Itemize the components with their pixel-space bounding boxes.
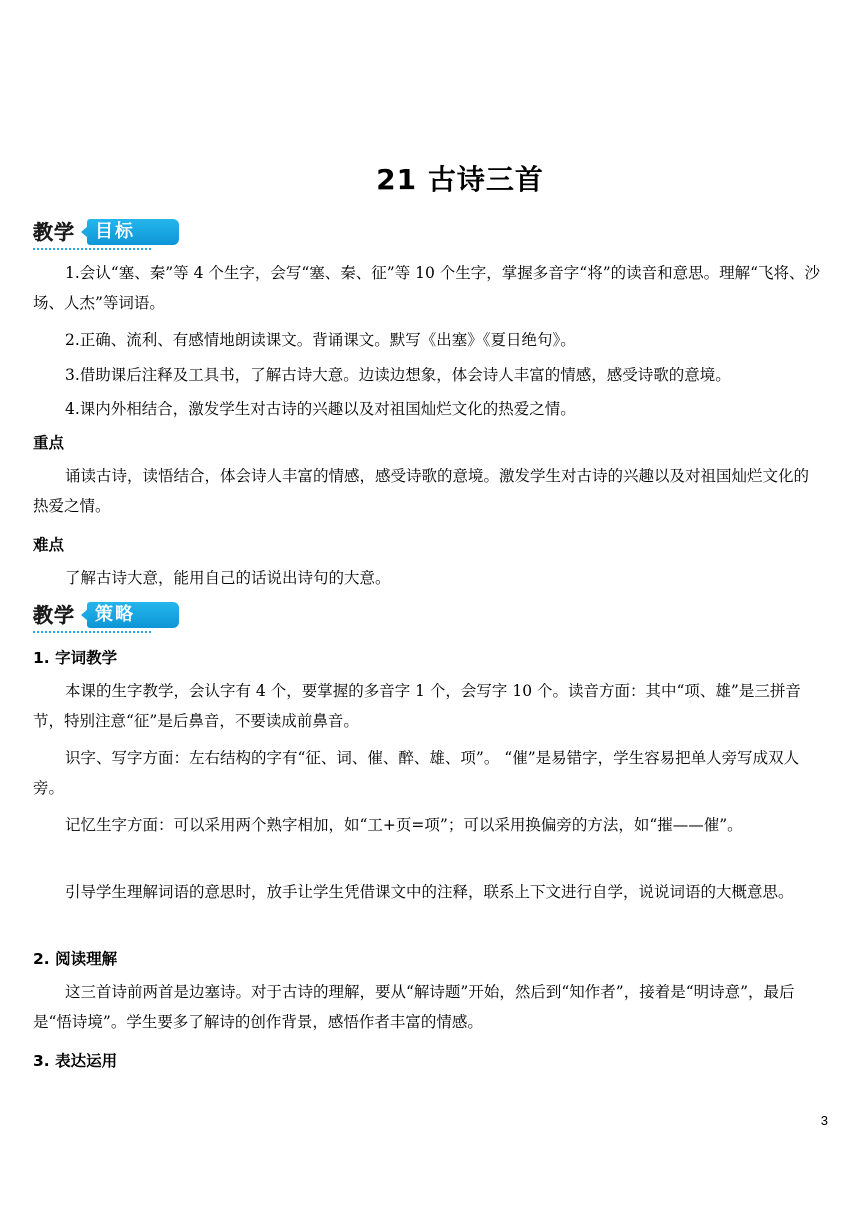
- difficulty-text: 了解古诗大意，能用自己的话说出诗句的大意。: [65, 569, 391, 587]
- goal-item-1: 1.会认“塞、秦”等 4 个生字，会写“塞、秦、征”等 10 个生字，掌握多音字“将”的读音和意思。理解“飞将、沙场、人杰”等词语。: [33, 264, 821, 312]
- section-heading-expression: 3. 表达运用: [33, 1052, 118, 1070]
- badge-pill: [87, 602, 179, 628]
- badge-prefix: 教学: [33, 220, 75, 244]
- section-paragraph: 引导学生理解词语的意思时，放手让学生凭借课文中的注释，联系上下文进行自学，说说词语的大概意思。: [65, 883, 794, 901]
- badge-dotted-underline: [33, 631, 151, 633]
- goal-item-3: 3.借助课后注释及工具书，了解古诗大意。边读边想象，体会诗人丰富的情感，感受诗歌的意境。: [65, 366, 731, 384]
- badge-label: 策略: [95, 604, 135, 625]
- section-paragraph: 记忆生字方面：可以采用两个熟字相加，如“工+页=项”；可以采用换偏旁的方法，如“摧——催”。: [65, 816, 743, 834]
- section-heading-reading: 2. 阅读理解: [33, 950, 118, 968]
- goal-item-2: 2.正确、流利、有感情地朗读课文。背诵课文。默写《出塞》《夏日绝句》。: [65, 331, 576, 349]
- page-title: 21 古诗三首: [376, 163, 544, 196]
- section-heading-vocabulary: 1. 字词教学: [33, 649, 118, 667]
- page-number: 3: [820, 1113, 828, 1128]
- key-point-heading: 重点: [33, 434, 65, 452]
- badge-dotted-underline: [33, 248, 151, 250]
- section-paragraph: 这三首诗前两首是边塞诗。对于古诗的理解，要从“解诗题”开始，然后到“知作者”，接着是“明诗意”，最后是“悟诗境”。学生要多了解诗的创作背景，感悟作者丰富的情感。: [33, 983, 795, 1031]
- badge-prefix: 教学: [33, 603, 75, 627]
- goal-item-4: 4.课内外相结合，激发学生对古诗的兴趣以及对祖国灿烂文化的热爱之情。: [65, 400, 576, 418]
- section-paragraph: 识字、写字方面：左右结构的字有“征、词、催、醉、雄、项”。 “催”是易错字，学生容易把单人旁写成双人旁。: [33, 749, 800, 797]
- badge-label: 目标: [95, 221, 135, 242]
- section-paragraph: 本课的生字教学，会认字有 4 个，要掌握的多音字 1 个，会写字 10 个。读音方面：其中“项、雄”是三拼音节，特别注意“征”是后鼻音，不要读成前鼻音。: [33, 682, 801, 730]
- teaching-goals-badge: [33, 218, 153, 246]
- teaching-strategy-badge: [33, 601, 153, 629]
- difficulty-heading: 难点: [33, 536, 65, 554]
- badge-pill: [87, 219, 179, 245]
- key-point-text: 诵读古诗，读悟结合，体会诗人丰富的情感，感受诗歌的意境。激发学生对古诗的兴趣以及对祖国灿烂文化的热爱之情。: [33, 467, 810, 515]
